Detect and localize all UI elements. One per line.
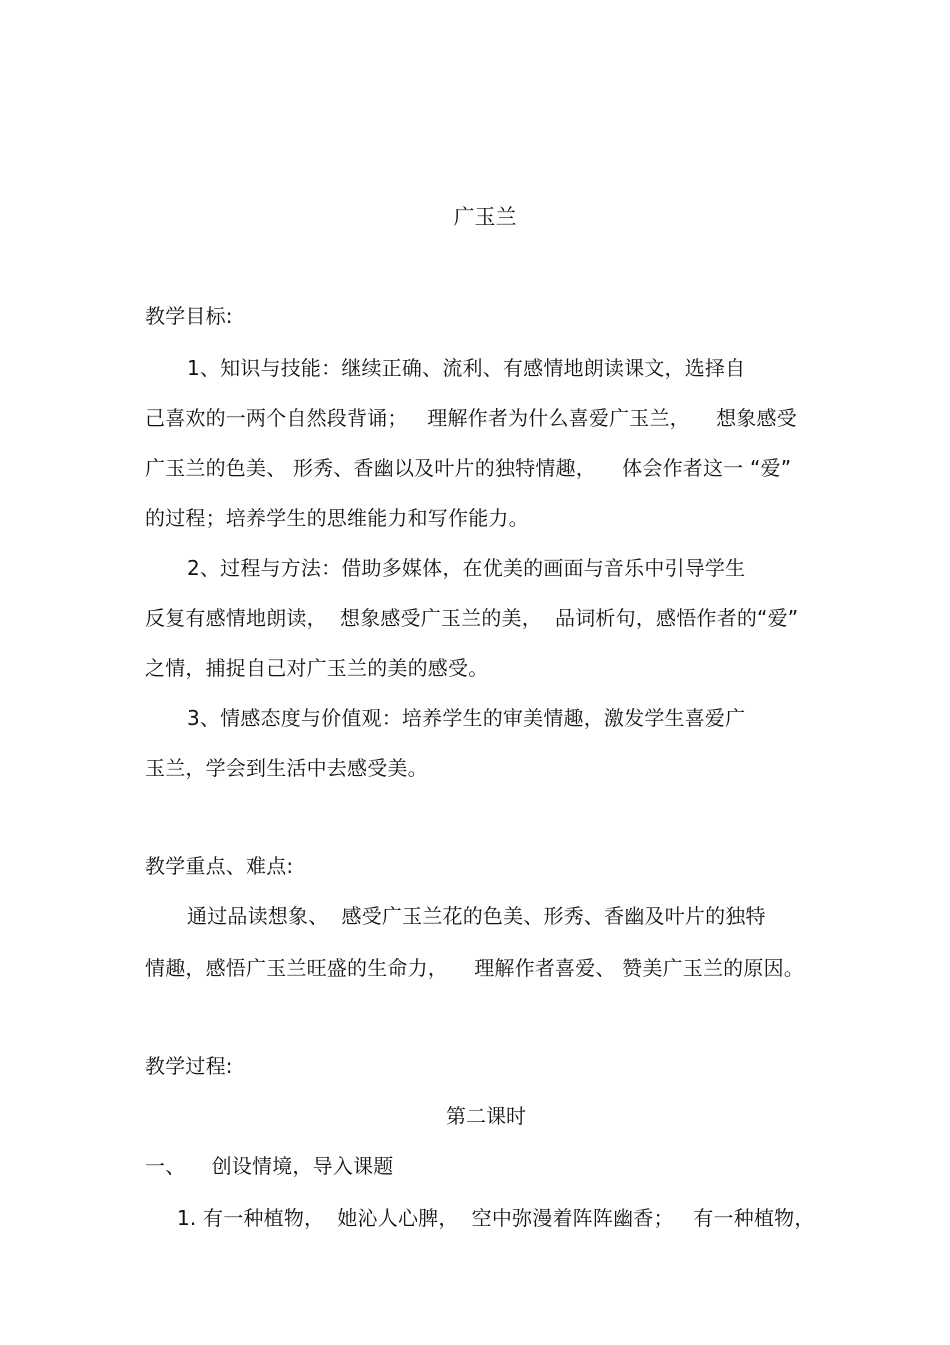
objective-1-line-1: 1、知识与技能：继续正确、流利、有感情地朗读课文，选择自: [187, 356, 746, 380]
document-title: 广玉兰: [453, 205, 517, 229]
objective-2-line-1: 2、过程与方法：借助多媒体，在优美的画面与音乐中引导学生: [187, 556, 746, 580]
section-1-item-1: 1. 有一种植物， 她沁人心脾， 空中弥漫着阵阵幽香； 有一种植物，: [177, 1206, 815, 1230]
objectives-heading: 教学目标:: [145, 304, 233, 328]
objective-3-line-2: 玉兰，学会到生活中去感受美。: [145, 756, 428, 780]
objective-2-line-2: 反复有感情地朗读， 想象感受广玉兰的美， 品词析句，感悟作者的“爱”: [145, 606, 799, 630]
objective-3-line-1: 3、情感态度与价值观：培养学生的审美情趣，激发学生喜爱广: [187, 706, 746, 730]
lesson-title: 第二课时: [446, 1104, 526, 1128]
objective-1-line-4: 的过程；培养学生的思维能力和写作能力。: [145, 506, 529, 530]
key-points-heading: 教学重点、难点:: [145, 854, 294, 878]
key-points-line-1: 通过品读想象、 感受广玉兰花的色美、形秀、香幽及叶片的独特: [187, 904, 766, 928]
section-1-heading: 一、 创设情境，导入课题: [145, 1154, 394, 1178]
objective-1-line-3: 广玉兰的色美、 形秀、香幽以及叶片的独特情趣， 体会作者这一 “爱”: [145, 456, 792, 480]
key-points-line-2: 情趣，感悟广玉兰旺盛的生命力， 理解作者喜爱、 赞美广玉兰的原因。: [145, 956, 804, 980]
objective-1-line-2: 己喜欢的一两个自然段背诵； 理解作者为什么喜爱广玉兰， 想象感受: [145, 406, 797, 430]
process-heading: 教学过程:: [145, 1054, 233, 1078]
objective-2-line-3: 之情，捕捉自己对广玉兰的美的感受。: [145, 656, 489, 680]
